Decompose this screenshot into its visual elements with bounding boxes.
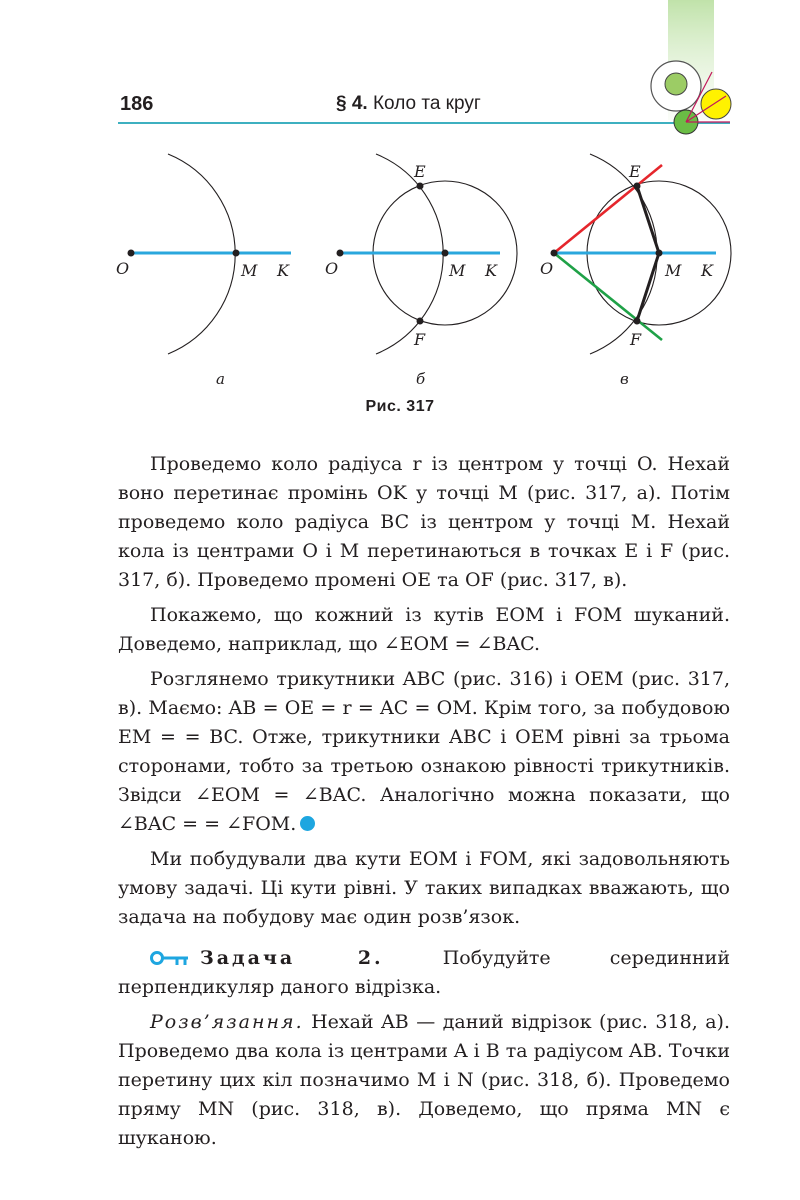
key-icon: [150, 950, 190, 966]
label-m: M: [449, 261, 466, 280]
label-o: O: [325, 259, 339, 278]
point-o: [551, 250, 558, 257]
paragraph-2: Покажемо, що кожний із кутів EOM і FOM шуканий. Доведемо, наприклад, що ∠EOM = ∠BAC.: [118, 604, 730, 655]
solution-text: Нехай AB — даний відрізок (рис. 318, а). Проведемо два кола із центрами A і B та радіусом AB. Точки перетину цих кіл позначимо M і N (рис. 318, б). Проведемо пряму MN (рис. 318, в). Доведемо, що пряма MN є шуканою.: [118, 1011, 730, 1149]
label-f: F: [414, 330, 426, 349]
point-f: [634, 318, 641, 325]
panel-label-b: б: [416, 370, 426, 388]
point-m: [442, 250, 449, 257]
green-small-circle-icon: [665, 73, 687, 95]
point-e: [634, 183, 641, 190]
task-label: Задача 2.: [200, 947, 384, 969]
section-number: § 4.: [336, 93, 368, 114]
label-m: M: [665, 261, 682, 280]
task-2: [118, 944, 730, 1002]
panel-b: [325, 154, 517, 388]
label-o: O: [540, 259, 554, 278]
point-f: [417, 318, 424, 325]
label-o: O: [116, 259, 130, 278]
paragraph-4: Ми побудували два кути EOM і FOM, які задовольняють умову задачі. Ці кути рівні. У таких випадках вважають, що задача на побудову має один розв’язок.: [118, 848, 730, 928]
solution: [118, 1008, 730, 1153]
point-m: [233, 250, 240, 257]
body-text: [118, 450, 730, 1159]
page-header: [0, 0, 800, 140]
label-k: K: [701, 261, 713, 280]
panel-a: [116, 154, 291, 388]
paragraph-3: [118, 665, 730, 839]
panel-label-c: в: [620, 370, 629, 388]
section-title: [336, 93, 481, 115]
figure-317: [100, 140, 740, 390]
solution-label: Розв’язання.: [150, 1011, 304, 1033]
header-rule: [118, 122, 730, 124]
figure-caption: Рис. 317: [365, 398, 435, 415]
panel-label-a: а: [216, 370, 225, 388]
section-name: Коло та круг: [367, 93, 481, 114]
panel-c: [540, 154, 731, 388]
label-f: F: [630, 330, 642, 349]
point-o: [128, 250, 135, 257]
label-m: M: [241, 261, 258, 280]
point-o: [337, 250, 344, 257]
label-k: K: [277, 261, 289, 280]
end-of-proof-icon: [300, 816, 315, 831]
yellow-circle-icon: [701, 89, 731, 119]
paragraph-1: Проведемо коло радіуса r із центром у точці O. Нехай воно перетинає промінь OK у точці M (рис. 317, а). Потім проведемо коло радіуса BC із центром у точці M. Нехай кола із центрами O і M перетинаються в точках E і F (рис. 317, б). Проведемо промені OE та OF (рис. 317, в).: [118, 453, 730, 591]
point-e: [417, 183, 424, 190]
label-e: E: [629, 162, 641, 181]
page-number: 186: [120, 93, 154, 115]
label-e: E: [414, 162, 426, 181]
label-k: K: [485, 261, 497, 280]
point-m: [656, 250, 663, 257]
header-decoration: [640, 0, 740, 140]
paragraph-3-text: Розглянемо трикутники ABC (рис. 316) і OEM (рис. 317, в). Маємо: AB = OE = r = AC = OM. Крім того, за побудовою EM = = BC. Отже, трикутники ABC і OEM рівні за трьома сторонами, тобто за третьою ознакою рівності трикутників. Звідси ∠EOM = ∠BAC. Аналогічно можна показати, що ∠BAC = = ∠FOM.: [118, 668, 730, 835]
task-text: Побудуйте серединний перпендикуляр даного відрізка.: [118, 947, 731, 998]
